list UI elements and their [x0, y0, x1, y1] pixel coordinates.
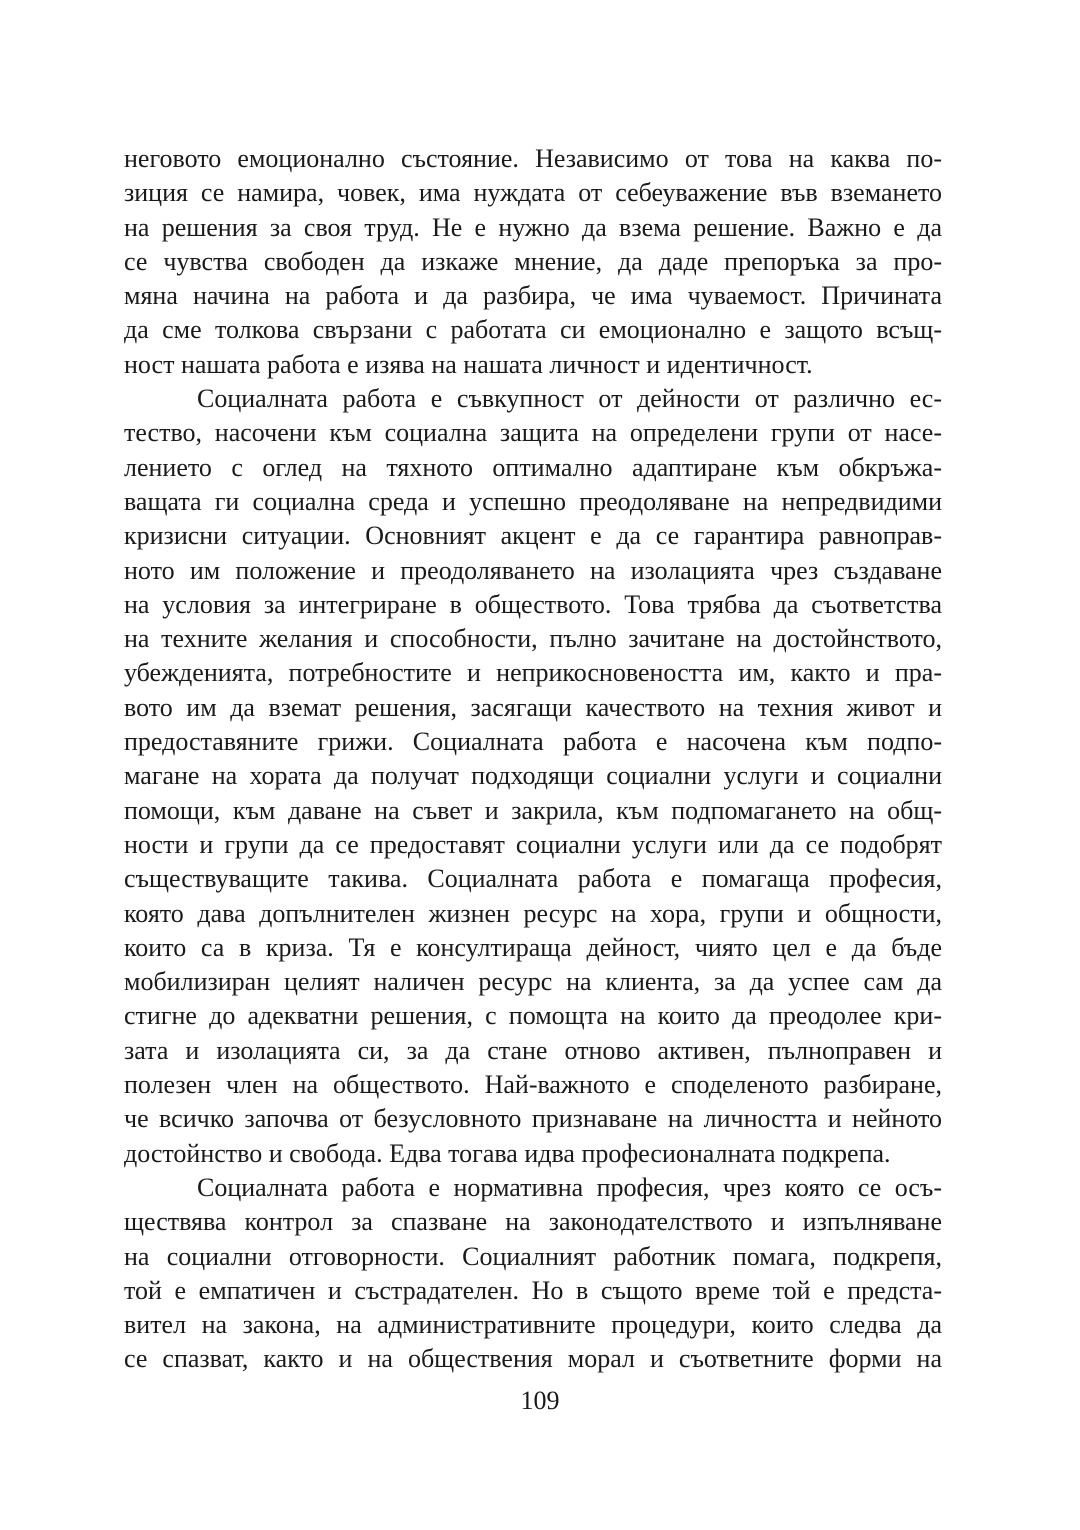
- page-body: [124, 142, 942, 1377]
- paragraph-3: [124, 1171, 942, 1377]
- text-line: убежденията, потребностите и неприкосновеността им, както и пра-: [124, 658, 942, 688]
- text-line: предоставяните грижи. Социалната работа е насочена към подпо-: [124, 727, 942, 757]
- text-line: ществява контрол за спазване на законодателството и изпълняване: [124, 1207, 942, 1237]
- text-line: магане на хората да получат подходящи социални услуги и социални: [124, 761, 942, 791]
- text-line: ващата ги социална среда и успешно преодоляване на непредвидими: [124, 486, 942, 516]
- text-line: се чувства свободен да изкаже мнение, да даде препоръка за про-: [124, 246, 942, 276]
- text-line: ности и групи да се предоставят социални услуги или да се подобрят: [124, 829, 942, 859]
- text-line: тество, насочени към социална защита на определени групи от насе-: [124, 418, 942, 448]
- text-line: полезен член на обществото. Най-важното е споделеното разбиране,: [124, 1070, 942, 1100]
- text-line: достойнство и свобода. Едва тогава идва професионалната подкрепа.: [124, 1138, 891, 1168]
- text-line: да сме толкова свързани с работата си емоционално е защото всъщ-: [124, 315, 942, 345]
- text-line: вител на закона, на административните процедури, които следва да: [124, 1310, 942, 1340]
- text-line: ното им положение и преодоляването на изолацията чрез създаване: [124, 555, 942, 585]
- text-line: мяна начина на работа и да разбира, че има чуваемост. Причината: [124, 281, 942, 311]
- page-number: 109: [520, 1386, 560, 1415]
- text-line: които са в криза. Тя е консултираща дейност, чиято цел е да бъде: [124, 932, 942, 962]
- text-line: на условия за интегриране в обществото. Това трябва да съответства: [124, 589, 942, 619]
- text-line: зиция се намира, човек, има нуждата от себеуважение във вземането: [124, 178, 942, 208]
- text-line: Социалната работа е съвкупност от дейности от различно ес-: [197, 384, 942, 414]
- text-line: стигне до адекватни решения, с помощта на които да преодолее кри-: [124, 1001, 942, 1031]
- text-line: се спазват, както и на обществения морал и съответните форми на: [124, 1344, 942, 1374]
- text-line: Социалната работа е нормативна професия, чрез която се осъ-: [197, 1172, 942, 1202]
- text-line: вото им да вземат решения, засягащи качеството на техния живот и: [124, 692, 942, 722]
- paragraph-1: [124, 142, 942, 382]
- text-line: на социални отговорности. Социалният работник помага, подкрепя,: [124, 1241, 942, 1271]
- text-line: помощи, към даване на съвет и закрила, към подпомагането на общ-: [124, 795, 942, 825]
- text-line: че всичко започва от безусловното признаване на личността и нейното: [124, 1104, 942, 1134]
- text-line: на техните желания и способности, пълно зачитане на достойнството,: [124, 624, 942, 654]
- text-line: на решения за своя труд. Не е нужно да взема решение. Важно е да: [124, 212, 942, 242]
- text-line: ност нашата работа е изява на нашата личност и идентичност.: [124, 349, 813, 379]
- text-line: съществуващите такива. Социалната работа е помагаща професия,: [124, 864, 942, 894]
- text-line: мобилизиран целият наличен ресурс на клиента, за да успее сам да: [124, 967, 942, 997]
- text-line: зата и изолацията си, за да стане отново активен, пълноправен и: [124, 1035, 942, 1065]
- paragraph-2: [124, 382, 942, 1171]
- text-line: той е емпатичен и състрадателен. Но в същото време той е предста-: [124, 1275, 942, 1305]
- text-line: която дава допълнителен жизнен ресурс на хора, групи и общности,: [124, 898, 942, 928]
- text-line: кризисни ситуации. Основният акцент е да се гарантира равноправ-: [124, 521, 942, 551]
- text-line: неговото емоционално състояние. Независимо от това на каква по-: [124, 144, 942, 173]
- text-line: лението с оглед на тяхното оптимално адаптиране към обкръжа-: [124, 452, 942, 482]
